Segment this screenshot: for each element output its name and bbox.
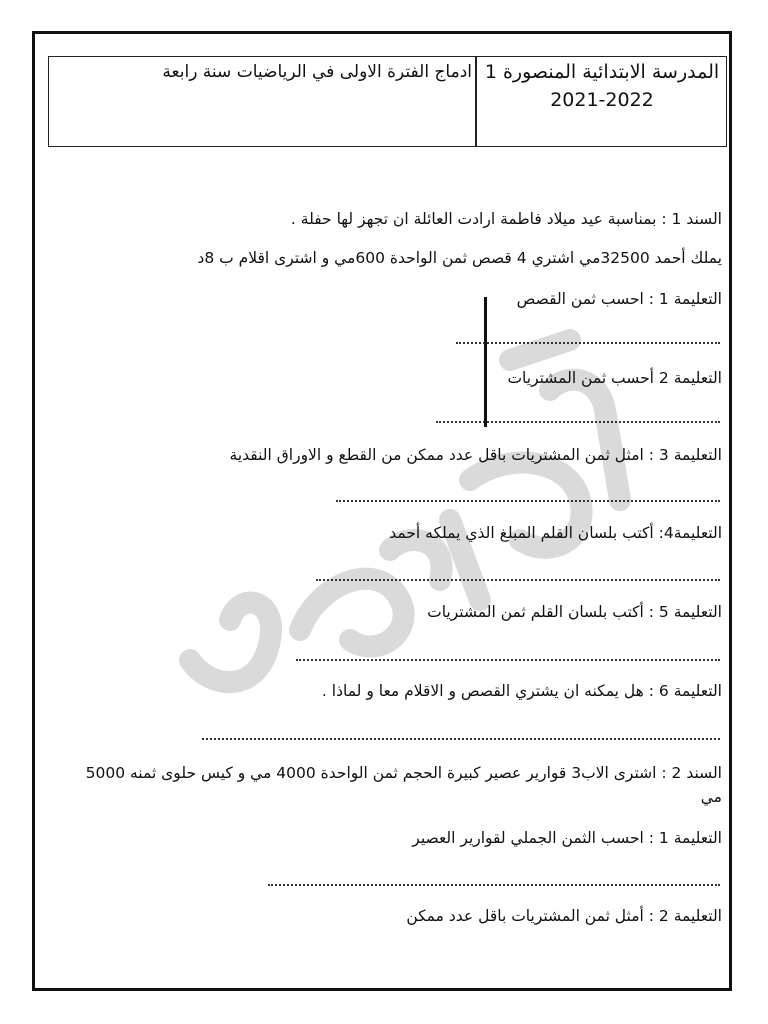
header-divider <box>475 56 477 147</box>
answer-line-1[interactable] <box>456 342 720 344</box>
separator-bar <box>484 297 487 427</box>
school-year: 2021-2022 <box>550 89 654 111</box>
question-1: التعليمة 1 : احسب ثمن القصص <box>516 290 722 308</box>
context-2-text: السند 2 : اشترى الاب3 قوارير عصير كبيرة الحجم ثمن الواحدة 4000 مي و كيس حلوى ثمنه 5000 مي <box>85 764 722 806</box>
school-name: المدرسة الابتدائية المنصورة 1 <box>484 61 720 83</box>
context-1-intro: السند 1 : بمناسبة عيد ميلاد فاطمة ارادت العائلة ان تجهز لها حفلة . <box>290 210 722 228</box>
question-4: التعليمة4: أكتب بلسان القلم المبلغ الذي يملكه أحمد <box>389 524 722 542</box>
context-2-question-1: التعليمة 1 : احسب الثمن الجملي لقوارير العصير <box>412 829 722 847</box>
answer-line-5[interactable] <box>296 659 720 661</box>
question-5: التعليمة 5 : أكتب بلسان القلم ثمن المشتريات <box>427 603 722 621</box>
answer-line-2[interactable] <box>436 421 720 423</box>
exam-title: ادماج الفترة الاولى في الرياضيات سنة رابعة <box>162 62 472 82</box>
answer-line-4[interactable] <box>316 579 720 581</box>
question-2: التعليمة 2 أحسب ثمن المشتريات <box>507 369 722 387</box>
answer-line-7[interactable] <box>268 884 720 886</box>
question-6: التعليمة 6 : هل يمكنه ان يشتري القصص و الاقلام معا و لماذا . <box>321 682 722 700</box>
question-3: التعليمة 3 : امثل ثمن المشتريات باقل عدد ممكن من القطع و الاوراق النقدية <box>229 446 722 464</box>
answer-line-6[interactable] <box>202 738 720 740</box>
context-2-question-2: التعليمة 2 : أمثل ثمن المشتريات باقل عدد ممكن <box>406 907 722 925</box>
answer-line-3[interactable] <box>336 500 720 502</box>
context-1-text: يملك أحمد 32500مي اشتري 4 قصص ثمن الواحدة 600مي و اشترى اقلام ب 8د <box>197 249 722 267</box>
